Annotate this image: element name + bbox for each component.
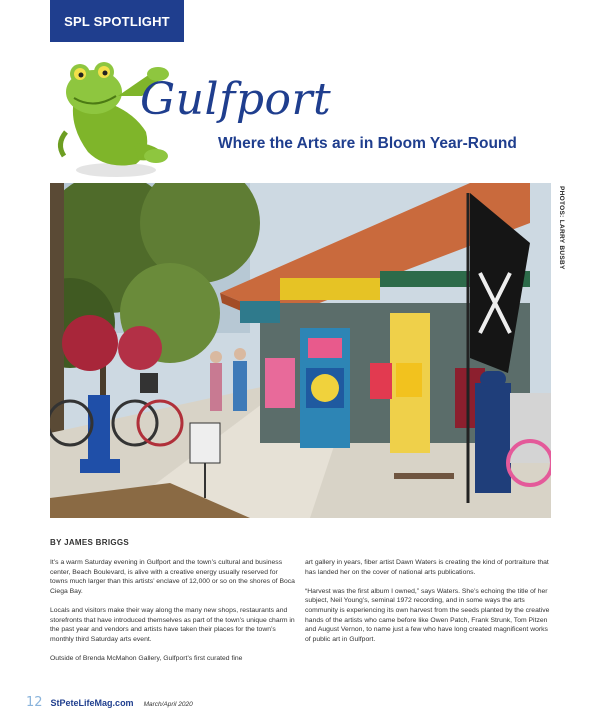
article-subtitle: Where the Arts are in Bloom Year-Round [218,135,517,152]
page-number: 12 [26,695,43,710]
paragraph: Outside of Brenda McMahon Gallery, Gulfport’s first curated fine [50,654,243,662]
paragraph: Locals and visitors make their way along the many new shops, restaurants and storefronts that have introduced themselves as part of the town’s unique charm in the past year and vendors and artists have taken their places for the town’s monthly third Saturday arts event. [50,606,295,643]
section-label: SPL SPOTLIGHT [50,0,184,42]
page-footer [26,695,193,710]
paragraph: “Harvest was the first album I owned,” says Waters. She’s echoing the title of her subject, Neil Young’s, seminal 1972 recording, and in some ways the arts community is experiencing its own harvest from the seeds planted by the creative hands of the artists who came before like Owen Patch, Frank Strunk, Tom Pitzen and August Vernon, to name just a few who have long created magnificent works of public art in Gulfport. [305,587,550,643]
text-column-right [305,558,551,654]
article-title: Gulfport [140,74,332,125]
paragraph: It’s a warm Saturday evening in Gulfport and the town’s cultural and business center, Beach Boulevard, is alive with a creative energy usually reserved for towns much larger than this artists’ enclave of 12,000 or so on the shores of Boca Ciega Bay. [50,559,295,595]
paragraph: art gallery in years, fiber artist Dawn Waters is creating the kind of portraiture that has landed her on the cover of national arts publications. [305,559,549,576]
photo-credit: PHOTOS: LARRY BUSBY [558,186,565,270]
byline: BY JAMES BRIGGS [50,538,130,547]
text-column-left [50,558,296,673]
issue-date: March/April 2020 [143,701,193,708]
site-link[interactable]: StPeteLifeMag.com [50,698,134,708]
street-photo [50,183,551,518]
